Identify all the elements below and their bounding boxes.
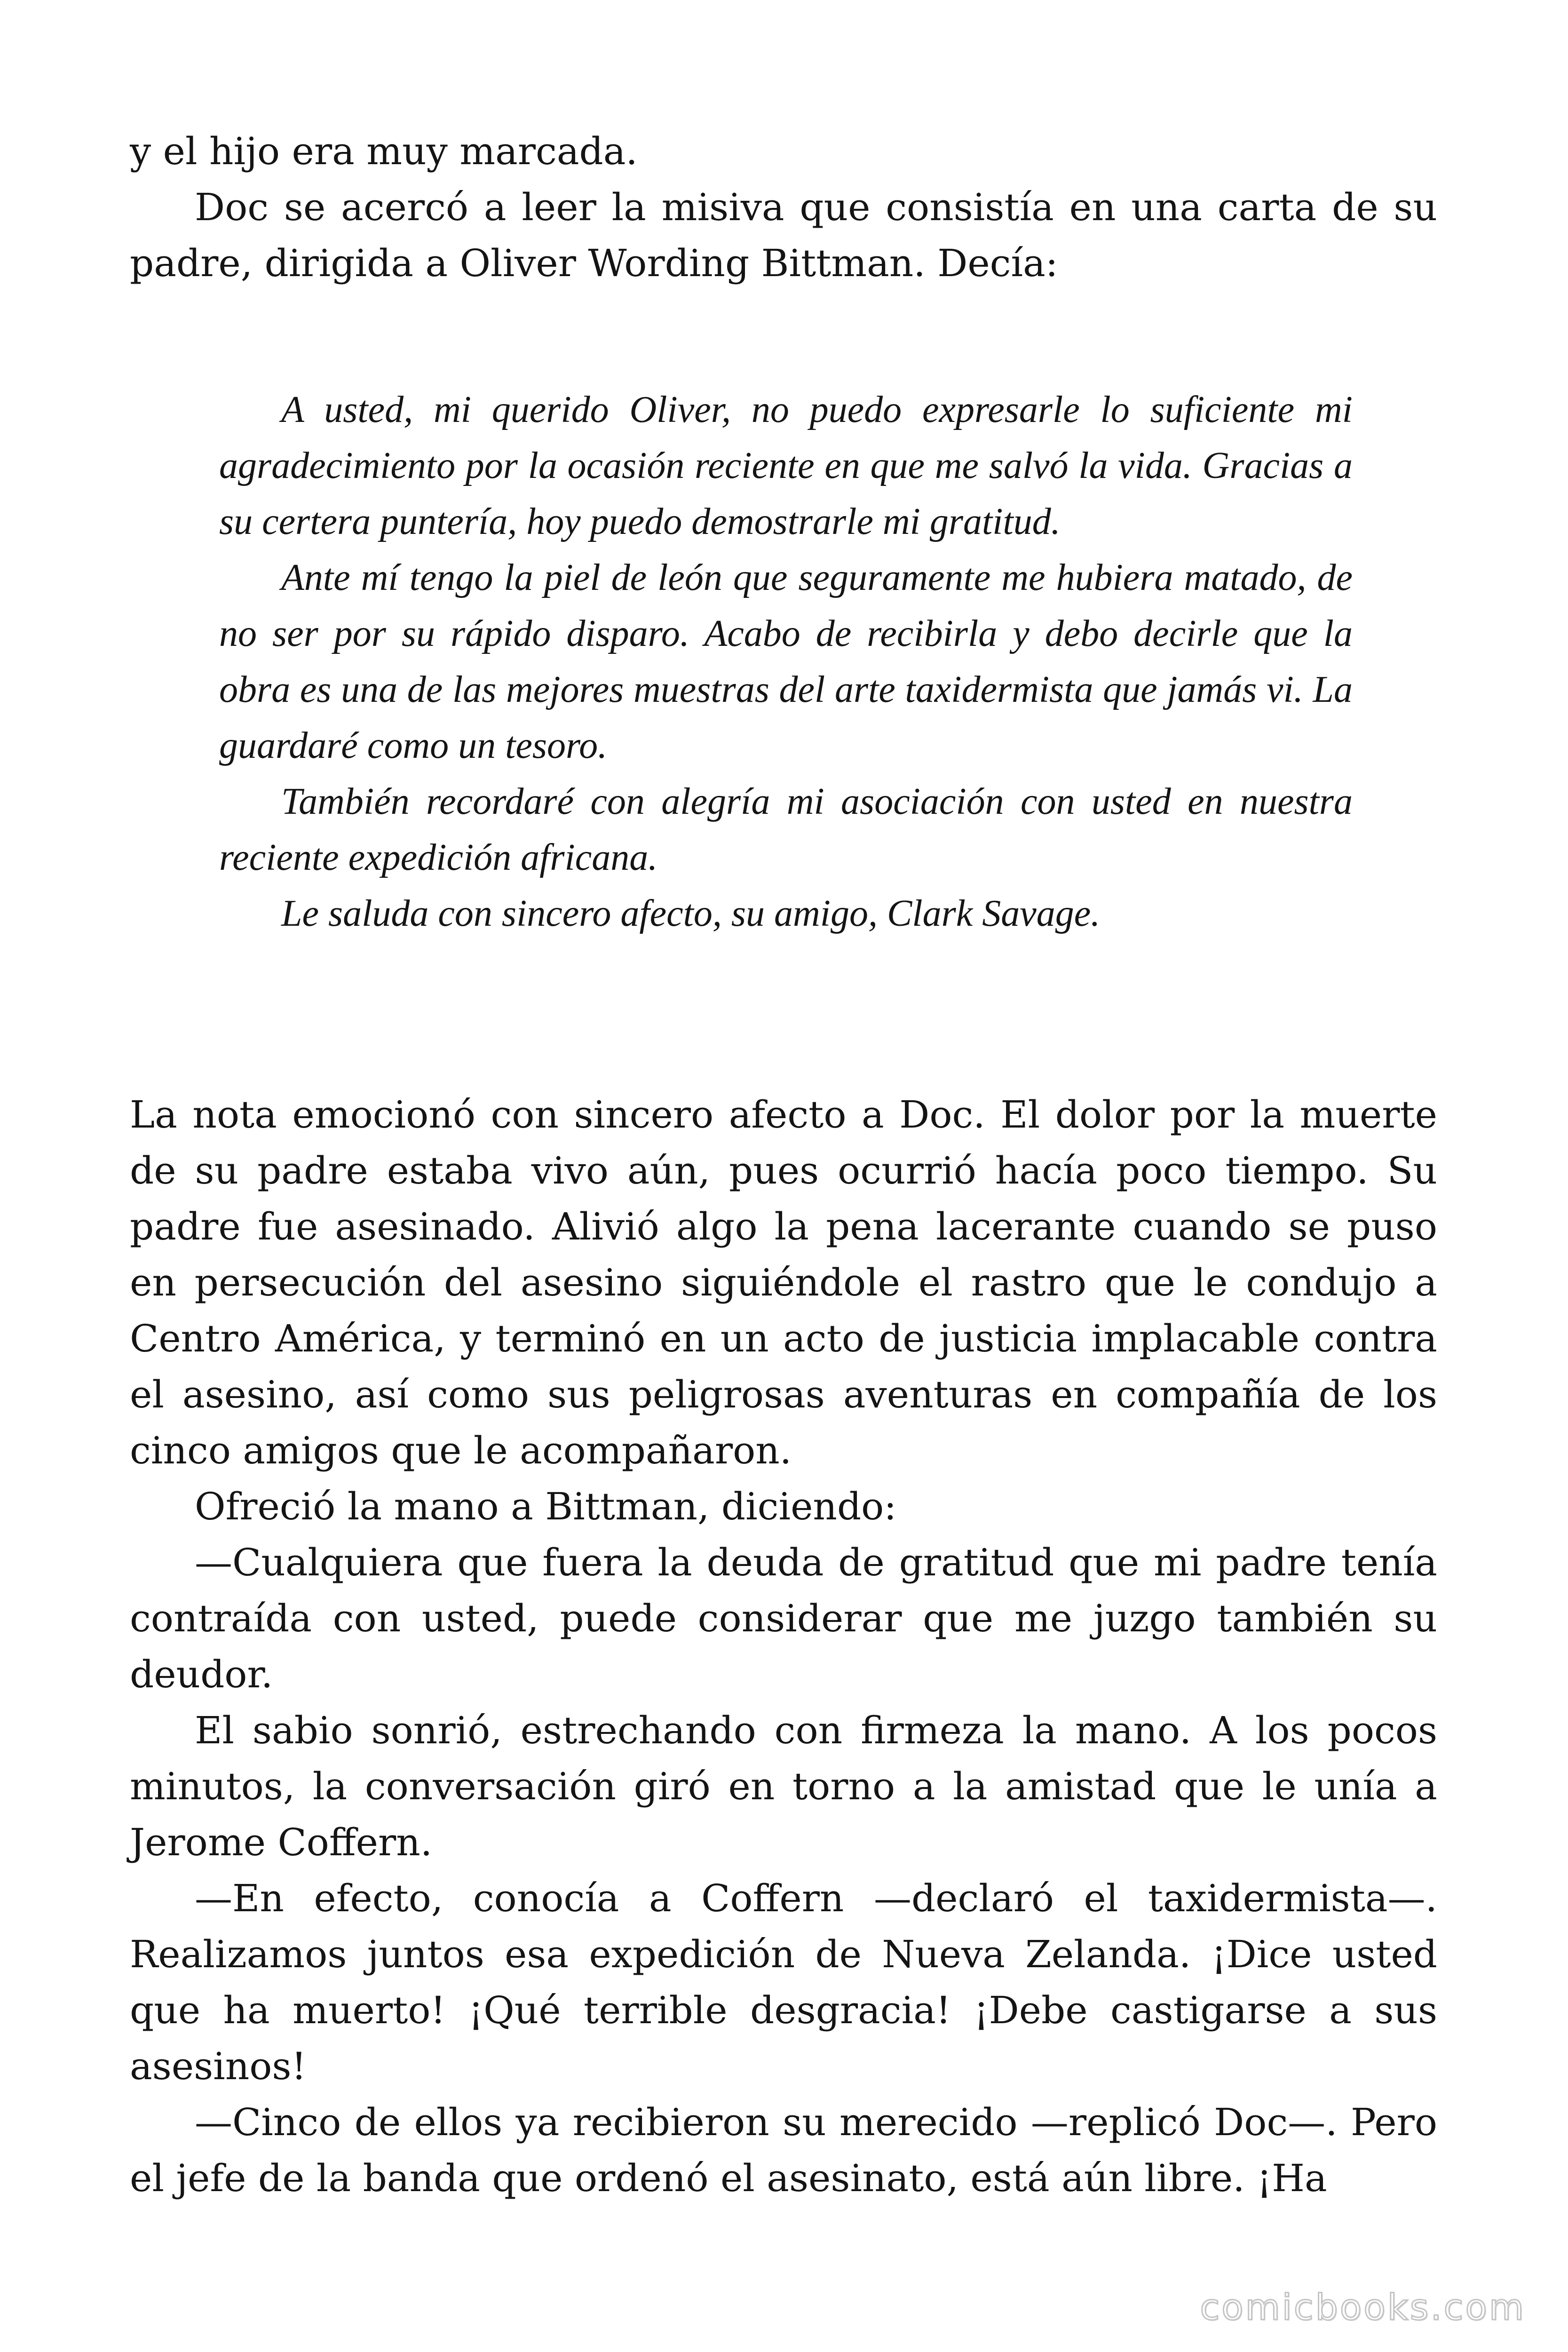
letter-quote [219, 382, 1353, 942]
paragraph: Ofreció la mano a Bittman, diciendo: [195, 1485, 897, 1528]
dialogue-paragraph: —Cualquiera que fuera la deuda de gratitud que mi padre tenía contraída con usted, puede considerar que me juzgo también su deudor. [130, 1541, 1437, 1696]
letter-signature: Le saluda con sincero afecto, su amigo, Clark Savage. [281, 893, 1101, 934]
dialogue-paragraph: —En efecto, conocía a Coffern —declaró el taxidermista—. Realizamos juntos esa expedición de Nueva Zelanda. ¡Dice usted que ha muerto! ¡Qué terrible desgracia! ¡Debe castigarse a sus asesinos! [130, 1876, 1437, 2088]
dialogue-paragraph: —Cinco de ellos ya recibieron su merecido —replicó Doc—. Pero el jefe de la banda que ordenó el asesinato, está aún libre. ¡Ha [130, 2100, 1437, 2200]
paragraph-continuation: y el hijo era muy marcada. [130, 129, 638, 173]
watermark: comicbooks.com [1200, 2286, 1526, 2328]
narrative-block-bottom [130, 1087, 1437, 2206]
letter-paragraph: También recordaré con alegría mi asociación con usted en nuestra reciente expedición africana. [219, 781, 1353, 878]
narrative-block-top [130, 123, 1437, 291]
letter-paragraph: A usted, mi querido Oliver, no puedo expresarle lo suficiente mi agradecimiento por la ocasión reciente en que me salvó la vida. Gracias a su certera puntería, hoy puedo demostrarle mi gratitud. [219, 389, 1353, 542]
paragraph: El sabio sonrió, estrechando con firmeza la mano. A los pocos minutos, la conversación giró en torno a la amistad que le unía a Jerome Coffern. [130, 1708, 1437, 1864]
paragraph: La nota emocionó con sincero afecto a Doc. El dolor por la muerte de su padre estaba vivo aún, pues ocurrió hacía poco tiempo. Su padre fue asesinado. Alivió algo la pena lacerante cuando se puso en persecución del asesino siguiéndole el rastro que le condujo a Centro América, y terminó en un acto de justicia implacable contra el asesino, así como sus peligrosas aventuras en compañía de los cinco amigos que le acompañaron. [130, 1093, 1437, 1472]
paragraph: Doc se acercó a leer la misiva que consistía en una carta de su padre, dirigida a Oliver Wording Bittman. Decía: [130, 185, 1437, 285]
letter-paragraph: Ante mí tengo la piel de león que seguramente me hubiera matado, de no ser por su rápido disparo. Acabo de recibirla y debo decirle que la obra es una de las mejores muestras del arte taxidermista que jamás vi. La guardaré como un tesoro. [219, 557, 1353, 766]
